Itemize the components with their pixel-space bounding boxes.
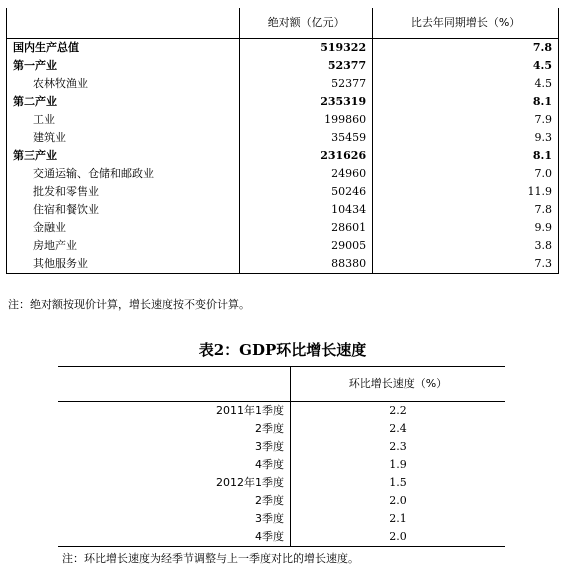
table-header-row bbox=[7, 8, 559, 39]
row-qoq-value: 2.3 bbox=[389, 440, 407, 453]
row-growth-rate: 7.3 bbox=[373, 255, 559, 274]
row-growth-rate: 11.9 bbox=[373, 183, 559, 201]
header-qoq-growth: 环比增长速度（%） bbox=[291, 367, 506, 402]
row-label: 房地产业 bbox=[7, 237, 240, 255]
row-growth-rate: 8.1 bbox=[373, 147, 559, 165]
table-row bbox=[7, 237, 559, 255]
row-absolute-amount: 199860 bbox=[240, 111, 373, 129]
row-quarter: 4季度 bbox=[58, 456, 291, 474]
table-row bbox=[7, 201, 559, 219]
row-growth-rate: 9.3 bbox=[373, 129, 559, 147]
table-row bbox=[58, 438, 505, 456]
table-row bbox=[7, 255, 559, 274]
table-row bbox=[58, 510, 505, 528]
row-growth-rate: 3.8 bbox=[373, 237, 559, 255]
row-absolute-amount: 519322 bbox=[240, 39, 373, 58]
row-label: 第一产业 bbox=[7, 57, 240, 75]
row-absolute-amount: 235319 bbox=[240, 93, 373, 111]
table-row bbox=[7, 165, 559, 183]
row-absolute-amount: 52377 bbox=[240, 57, 373, 75]
row-label: 建筑业 bbox=[7, 129, 240, 147]
table-row bbox=[58, 420, 505, 438]
row-label: 农林牧渔业 bbox=[7, 75, 240, 93]
row-growth-rate: 7.0 bbox=[373, 165, 559, 183]
gdp-qoq-table bbox=[58, 366, 505, 547]
table-row bbox=[58, 492, 505, 510]
row-label: 工业 bbox=[7, 111, 240, 129]
header-blank-cell bbox=[58, 367, 291, 402]
header-growth-rate: 比去年同期增长（%） bbox=[373, 8, 559, 39]
table-row bbox=[7, 111, 559, 129]
row-quarter: 2011年1季度 bbox=[58, 402, 291, 421]
row-absolute-amount: 24960 bbox=[240, 165, 373, 183]
row-label: 第三产业 bbox=[7, 147, 240, 165]
row-absolute-amount: 28601 bbox=[240, 219, 373, 237]
table-row bbox=[7, 147, 559, 165]
row-label: 住宿和餐饮业 bbox=[7, 201, 240, 219]
row-absolute-amount: 231626 bbox=[240, 147, 373, 165]
row-quarter: 2012年1季度 bbox=[58, 474, 291, 492]
table-row bbox=[7, 39, 559, 58]
row-growth-rate: 9.9 bbox=[373, 219, 559, 237]
table-row bbox=[7, 93, 559, 111]
row-qoq-value: 2.0 bbox=[389, 494, 407, 507]
row-absolute-amount: 10434 bbox=[240, 201, 373, 219]
table-row bbox=[7, 129, 559, 147]
row-label: 金融业 bbox=[7, 219, 240, 237]
row-absolute-amount: 88380 bbox=[240, 255, 373, 274]
row-quarter: 4季度 bbox=[58, 528, 291, 547]
row-absolute-amount: 35459 bbox=[240, 129, 373, 147]
table-row bbox=[7, 75, 559, 93]
row-label: 国内生产总值 bbox=[7, 39, 240, 58]
table-row bbox=[7, 57, 559, 75]
table-row bbox=[7, 219, 559, 237]
row-absolute-amount: 52377 bbox=[240, 75, 373, 93]
row-growth-rate: 7.8 bbox=[373, 201, 559, 219]
table2-note: 注：环比增长速度为经季节调整与上一季度对比的增长速度。 bbox=[62, 552, 359, 565]
row-qoq-value: 1.9 bbox=[389, 458, 407, 471]
table-row bbox=[58, 528, 505, 547]
row-label: 交通运输、仓储和邮政业 bbox=[7, 165, 240, 183]
table-row bbox=[58, 474, 505, 492]
gdp-table bbox=[6, 8, 559, 274]
row-absolute-amount: 50246 bbox=[240, 183, 373, 201]
row-growth-rate: 8.1 bbox=[373, 93, 559, 111]
row-absolute-amount: 29005 bbox=[240, 237, 373, 255]
header-blank-cell bbox=[7, 8, 240, 39]
row-growth-rate: 7.9 bbox=[373, 111, 559, 129]
row-growth-rate: 4.5 bbox=[373, 75, 559, 93]
row-qoq-value: 2.0 bbox=[291, 528, 506, 547]
row-qoq-value: 2.2 bbox=[389, 404, 407, 417]
table1-note: 注：绝对额按现价计算，增长速度按不变价计算。 bbox=[8, 298, 250, 311]
row-qoq-value: 2.4 bbox=[389, 422, 407, 435]
table-row bbox=[7, 183, 559, 201]
table2-title: 表2：GDP环比增长速度 bbox=[198, 341, 367, 359]
row-quarter: 2季度 bbox=[58, 492, 291, 510]
table-header-row bbox=[58, 367, 505, 402]
table-row bbox=[58, 402, 505, 421]
row-quarter: 2季度 bbox=[58, 420, 291, 438]
row-label: 批发和零售业 bbox=[7, 183, 240, 201]
table-row bbox=[58, 456, 505, 474]
row-growth-rate: 4.5 bbox=[373, 57, 559, 75]
row-quarter: 3季度 bbox=[58, 438, 291, 456]
row-label: 第二产业 bbox=[7, 93, 240, 111]
row-growth-rate: 7.8 bbox=[373, 39, 559, 58]
header-absolute-amount: 绝对额（亿元） bbox=[240, 8, 373, 39]
row-qoq-value: 1.5 bbox=[389, 476, 407, 489]
row-label: 其他服务业 bbox=[7, 255, 240, 274]
row-quarter: 3季度 bbox=[58, 510, 291, 528]
row-qoq-value: 2.1 bbox=[389, 512, 407, 525]
